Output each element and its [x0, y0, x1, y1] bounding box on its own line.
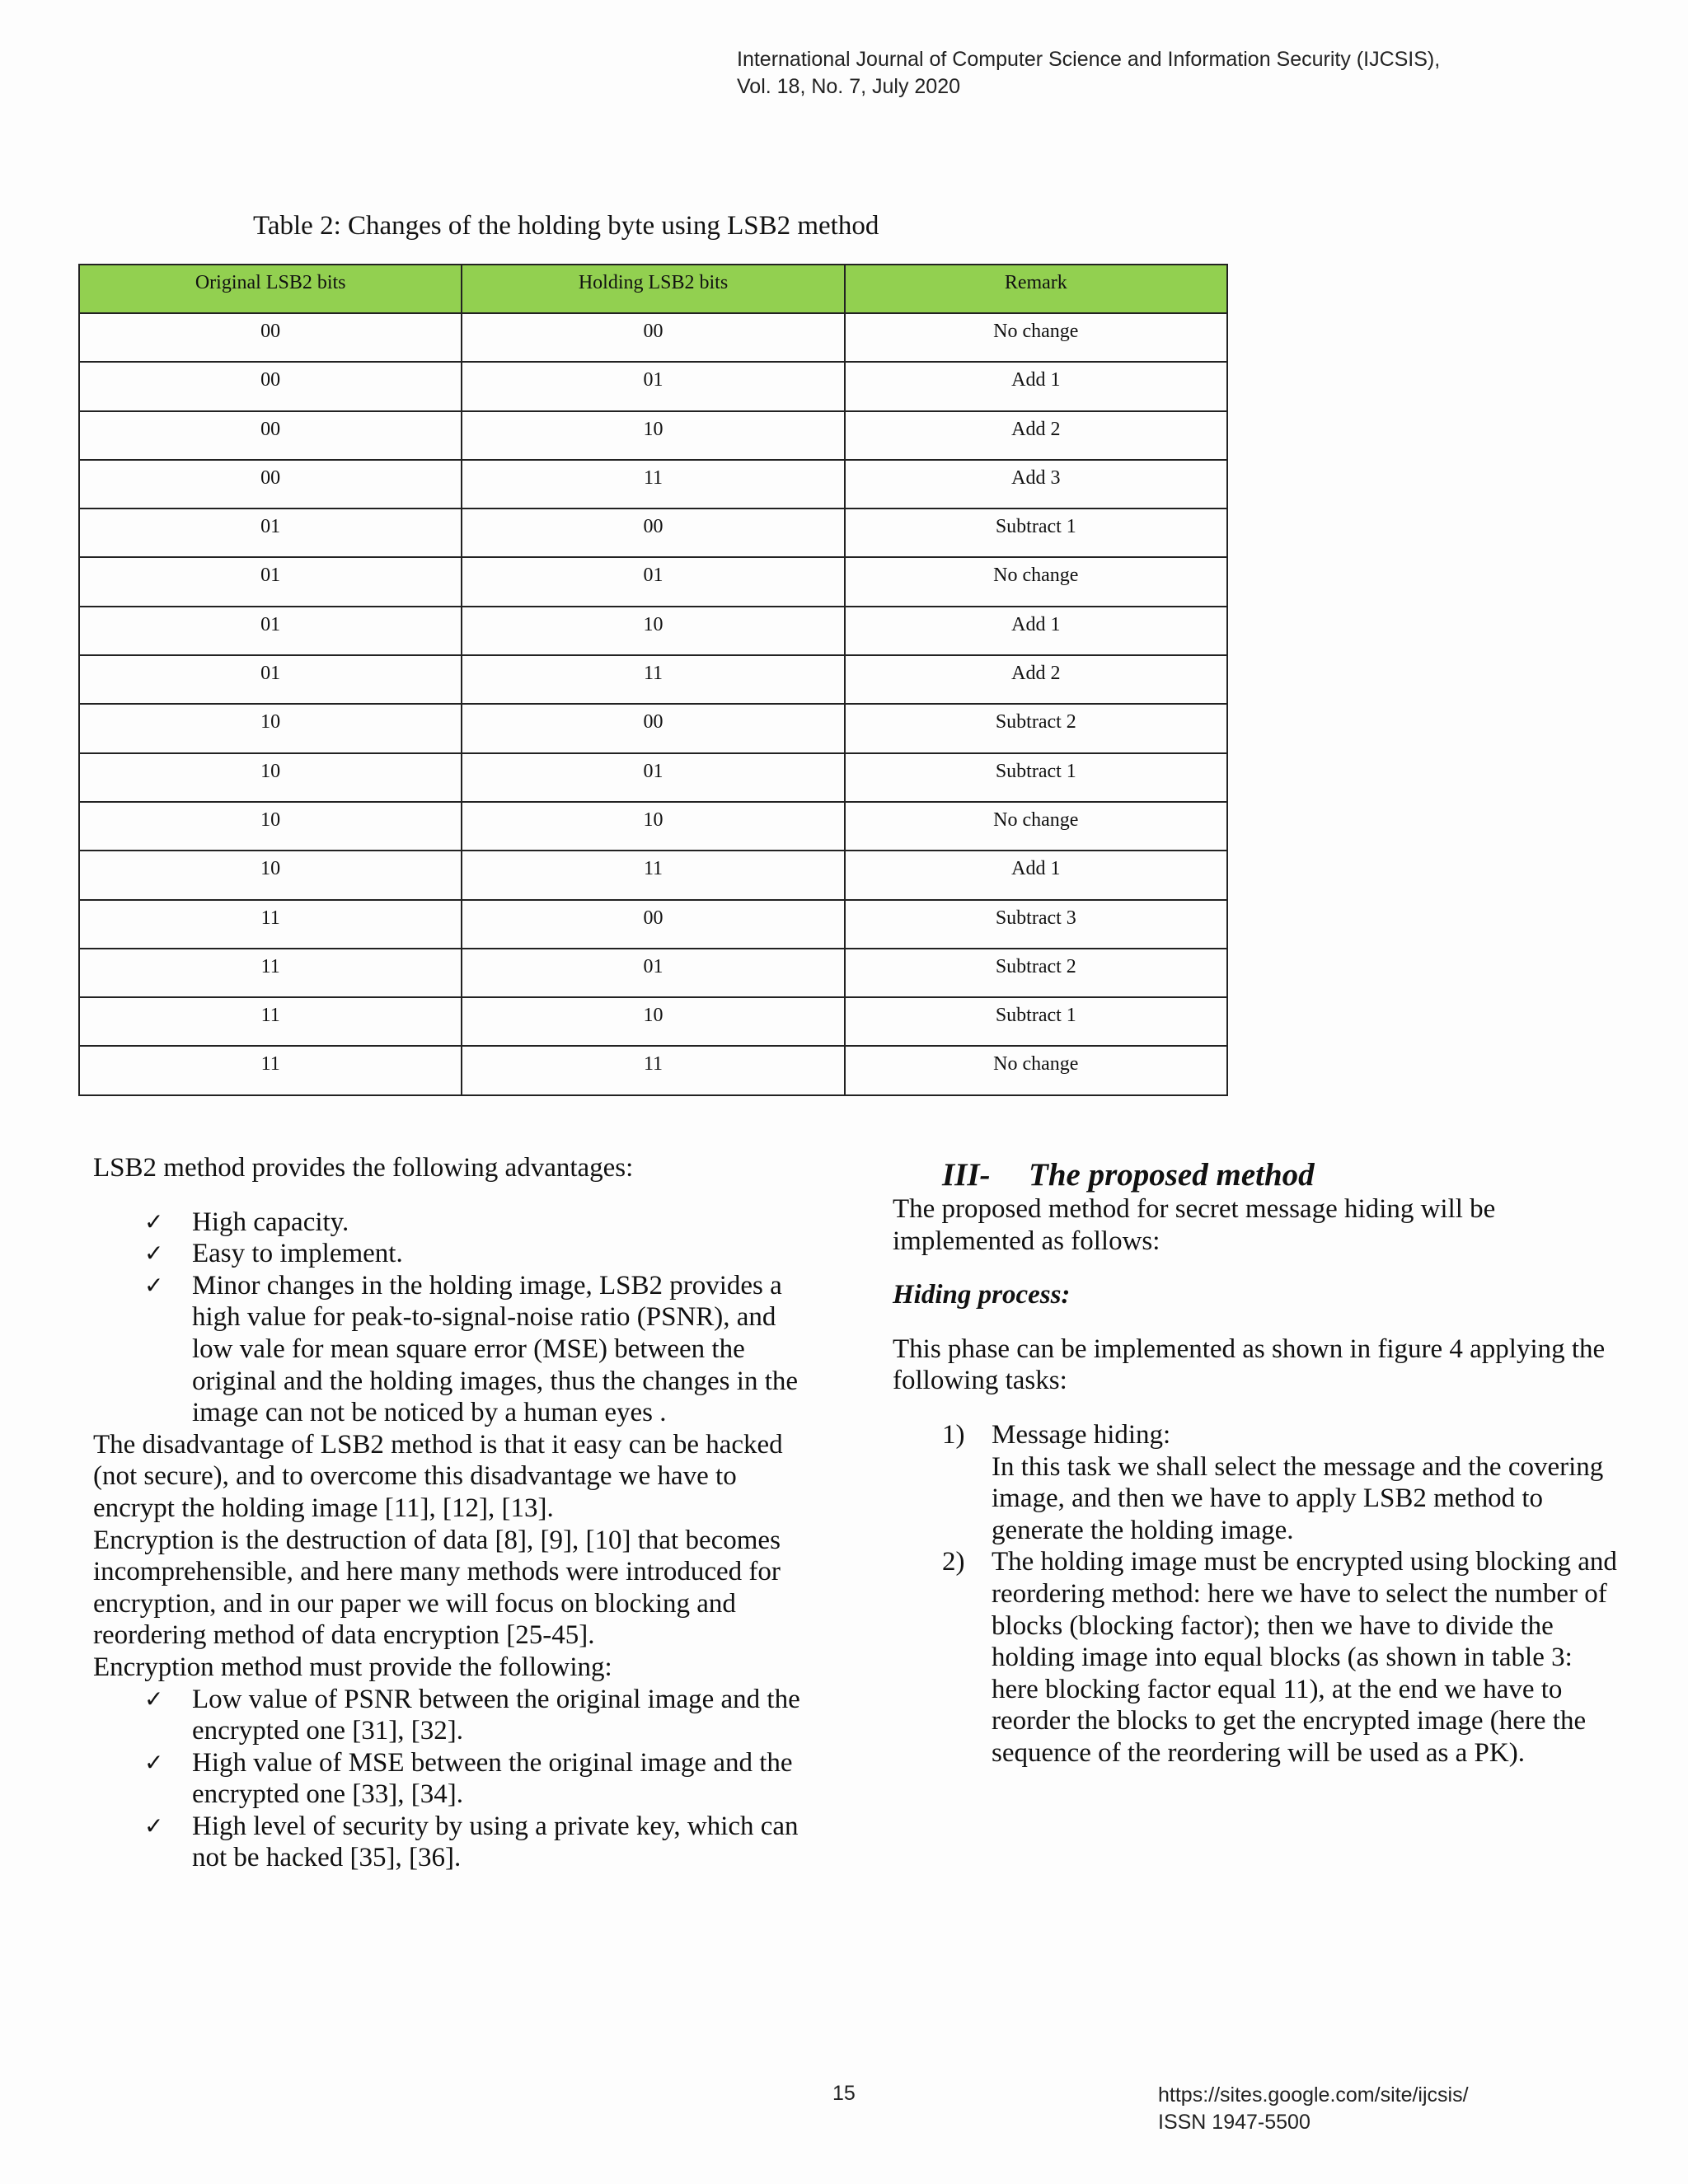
table-header-row	[79, 265, 1227, 313]
table-row	[79, 655, 1227, 704]
section-heading	[942, 1157, 1618, 1193]
cell-holding: 00	[462, 509, 844, 557]
cell-remark: Subtract 1	[845, 997, 1227, 1046]
requirement-text: High level of security by using a private key, which can not be hacked [35], [36].	[192, 1811, 799, 1873]
table-row	[79, 997, 1227, 1046]
cell-original: 11	[79, 949, 462, 997]
table-row	[79, 949, 1227, 997]
advantage-text: Easy to implement.	[192, 1239, 403, 1269]
table-row	[79, 557, 1227, 606]
cell-remark: Subtract 1	[845, 753, 1227, 802]
requirement-item	[93, 1684, 810, 1747]
cell-holding: 10	[462, 802, 844, 851]
cell-original: 01	[79, 509, 462, 557]
cell-remark: Subtract 1	[845, 509, 1227, 557]
hiding-process-heading: Hiding process:	[893, 1280, 1071, 1310]
task-body: In this task we shall select the message and the covering image, and then we have to apply LSB2 method to generate the holding image.	[992, 1451, 1604, 1545]
left-column	[93, 1152, 810, 1874]
advantage-item	[93, 1207, 810, 1239]
table-row	[79, 509, 1227, 557]
table-row	[79, 900, 1227, 949]
task-item	[893, 1419, 1618, 1546]
cell-remark: No change	[845, 313, 1227, 362]
section-title: The proposed method	[1029, 1157, 1315, 1193]
cell-holding: 01	[462, 557, 844, 606]
task-number: 2)	[942, 1547, 965, 1577]
column-header-remark: Remark	[845, 265, 1227, 313]
cell-holding: 11	[462, 851, 844, 899]
task-title: Message hiding:	[992, 1419, 1171, 1450]
cell-remark: Add 1	[845, 607, 1227, 655]
table-row	[79, 851, 1227, 899]
cell-holding: 11	[462, 655, 844, 704]
requirement-item	[93, 1811, 810, 1874]
cell-remark: Add 3	[845, 460, 1227, 509]
requirement-text: Low value of PSNR between the original image and the encrypted one [31], [32].	[192, 1684, 800, 1746]
checkmark-icon: ✓	[144, 1240, 164, 1268]
requirement-item	[93, 1747, 810, 1811]
cell-original: 00	[79, 362, 462, 410]
cell-original: 10	[79, 851, 462, 899]
cell-holding: 10	[462, 997, 844, 1046]
requirements-intro: Encryption method must provide the following:	[93, 1652, 612, 1682]
cell-original: 10	[79, 802, 462, 851]
table-row	[79, 1046, 1227, 1094]
checkmark-icon: ✓	[144, 1271, 164, 1299]
journal-title: International Journal of Computer Science and Information Security (IJCSIS),	[737, 48, 1441, 71]
cell-remark: Add 2	[845, 411, 1227, 460]
table-row	[79, 704, 1227, 752]
method-intro: The proposed method for secret message hiding will be implemented as follows:	[893, 1194, 1496, 1256]
cell-original: 01	[79, 607, 462, 655]
cell-holding: 11	[462, 460, 844, 509]
checkmark-icon: ✓	[144, 1811, 164, 1840]
cell-original: 10	[79, 753, 462, 802]
checkmark-icon: ✓	[144, 1207, 164, 1235]
cell-remark: Subtract 2	[845, 949, 1227, 997]
table-row	[79, 607, 1227, 655]
journal-issn: ISSN 1947-5500	[1158, 2111, 1311, 2134]
cell-remark: Add 1	[845, 362, 1227, 410]
phase-paragraph: This phase can be implemented as shown in figure 4 applying the following tasks:	[893, 1333, 1606, 1396]
section-number: III-	[942, 1157, 991, 1193]
cell-original: 00	[79, 411, 462, 460]
table-row	[79, 411, 1227, 460]
cell-original: 11	[79, 1046, 462, 1094]
table-row	[79, 313, 1227, 362]
cell-holding: 11	[462, 1046, 844, 1094]
cell-original: 00	[79, 313, 462, 362]
cell-holding: 00	[462, 704, 844, 752]
cell-original: 10	[79, 704, 462, 752]
cell-holding: 01	[462, 949, 844, 997]
cell-holding: 00	[462, 900, 844, 949]
journal-url: https://sites.google.com/site/ijcsis/	[1158, 2083, 1469, 2107]
cell-remark: Add 2	[845, 655, 1227, 704]
cell-remark: Subtract 3	[845, 900, 1227, 949]
advantage-item	[93, 1238, 810, 1270]
cell-original: 01	[79, 557, 462, 606]
cell-original: 00	[79, 460, 462, 509]
cell-original: 11	[79, 900, 462, 949]
checkmark-icon: ✓	[144, 1748, 164, 1776]
footer-info	[1158, 2082, 1469, 2136]
table-row	[79, 753, 1227, 802]
cell-holding: 01	[462, 362, 844, 410]
advantages-intro: LSB2 method provides the following advantages:	[93, 1153, 634, 1183]
journal-header	[737, 46, 1561, 101]
task-body: The holding image must be encrypted using blocking and reordering method: here we have to select the number of blocks (blocking factor); then we have to divide the holding image into equal blocks (as shown in table 3: here blocking factor equal 11), at the end we have to reorder the blocks to get the encrypted image (here the sequence of the reordering will be used as a PK).	[992, 1547, 1617, 1768]
lsb2-table	[78, 264, 1228, 1096]
cell-remark: No change	[845, 1046, 1227, 1094]
cell-remark: No change	[845, 557, 1227, 606]
cell-holding: 10	[462, 607, 844, 655]
column-header-original: Original LSB2 bits	[79, 265, 462, 313]
cell-remark: Subtract 2	[845, 704, 1227, 752]
disadvantage-paragraph: The disadvantage of LSB2 method is that it easy can be hacked (not secure), and to overcome this disadvantage we have to encrypt the holding image [11], [12], [13].	[93, 1429, 783, 1523]
encryption-paragraph: Encryption is the destruction of data [8], [9], [10] that becomes incomprehensible, and here many methods were introduced for encryption, and in our paper we will focus on blocking and reordering method of data encryption [25-45].	[93, 1525, 781, 1651]
task-item	[893, 1546, 1618, 1769]
advantage-item	[93, 1270, 810, 1429]
column-header-holding: Holding LSB2 bits	[462, 265, 844, 313]
advantage-text: Minor changes in the holding image, LSB2 provides a high value for peak-to-signal-noise ratio (PSNR), and low vale for mean square error (MSE) between the original and the holding images, thus the changes in the image can not be noticed by a human eyes .	[192, 1270, 799, 1428]
task-number: 1)	[942, 1419, 965, 1450]
journal-issue: Vol. 18, No. 7, July 2020	[737, 75, 961, 98]
cell-remark: Add 1	[845, 851, 1227, 899]
checkmark-icon: ✓	[144, 1685, 164, 1713]
page-number: 15	[832, 2082, 856, 2105]
cell-holding: 00	[462, 313, 844, 362]
table-caption: Table 2: Changes of the holding byte using LSB2 method	[253, 211, 879, 241]
table-body	[79, 313, 1227, 1095]
advantage-text: High capacity.	[192, 1207, 349, 1237]
cell-holding: 10	[462, 411, 844, 460]
cell-holding: 01	[462, 753, 844, 802]
requirement-text: High value of MSE between the original image and the encrypted one [33], [34].	[192, 1747, 793, 1810]
table-row	[79, 802, 1227, 851]
right-column	[893, 1157, 1618, 1769]
cell-original: 11	[79, 997, 462, 1046]
table-row	[79, 460, 1227, 509]
cell-original: 01	[79, 655, 462, 704]
cell-remark: No change	[845, 802, 1227, 851]
table-row	[79, 362, 1227, 410]
